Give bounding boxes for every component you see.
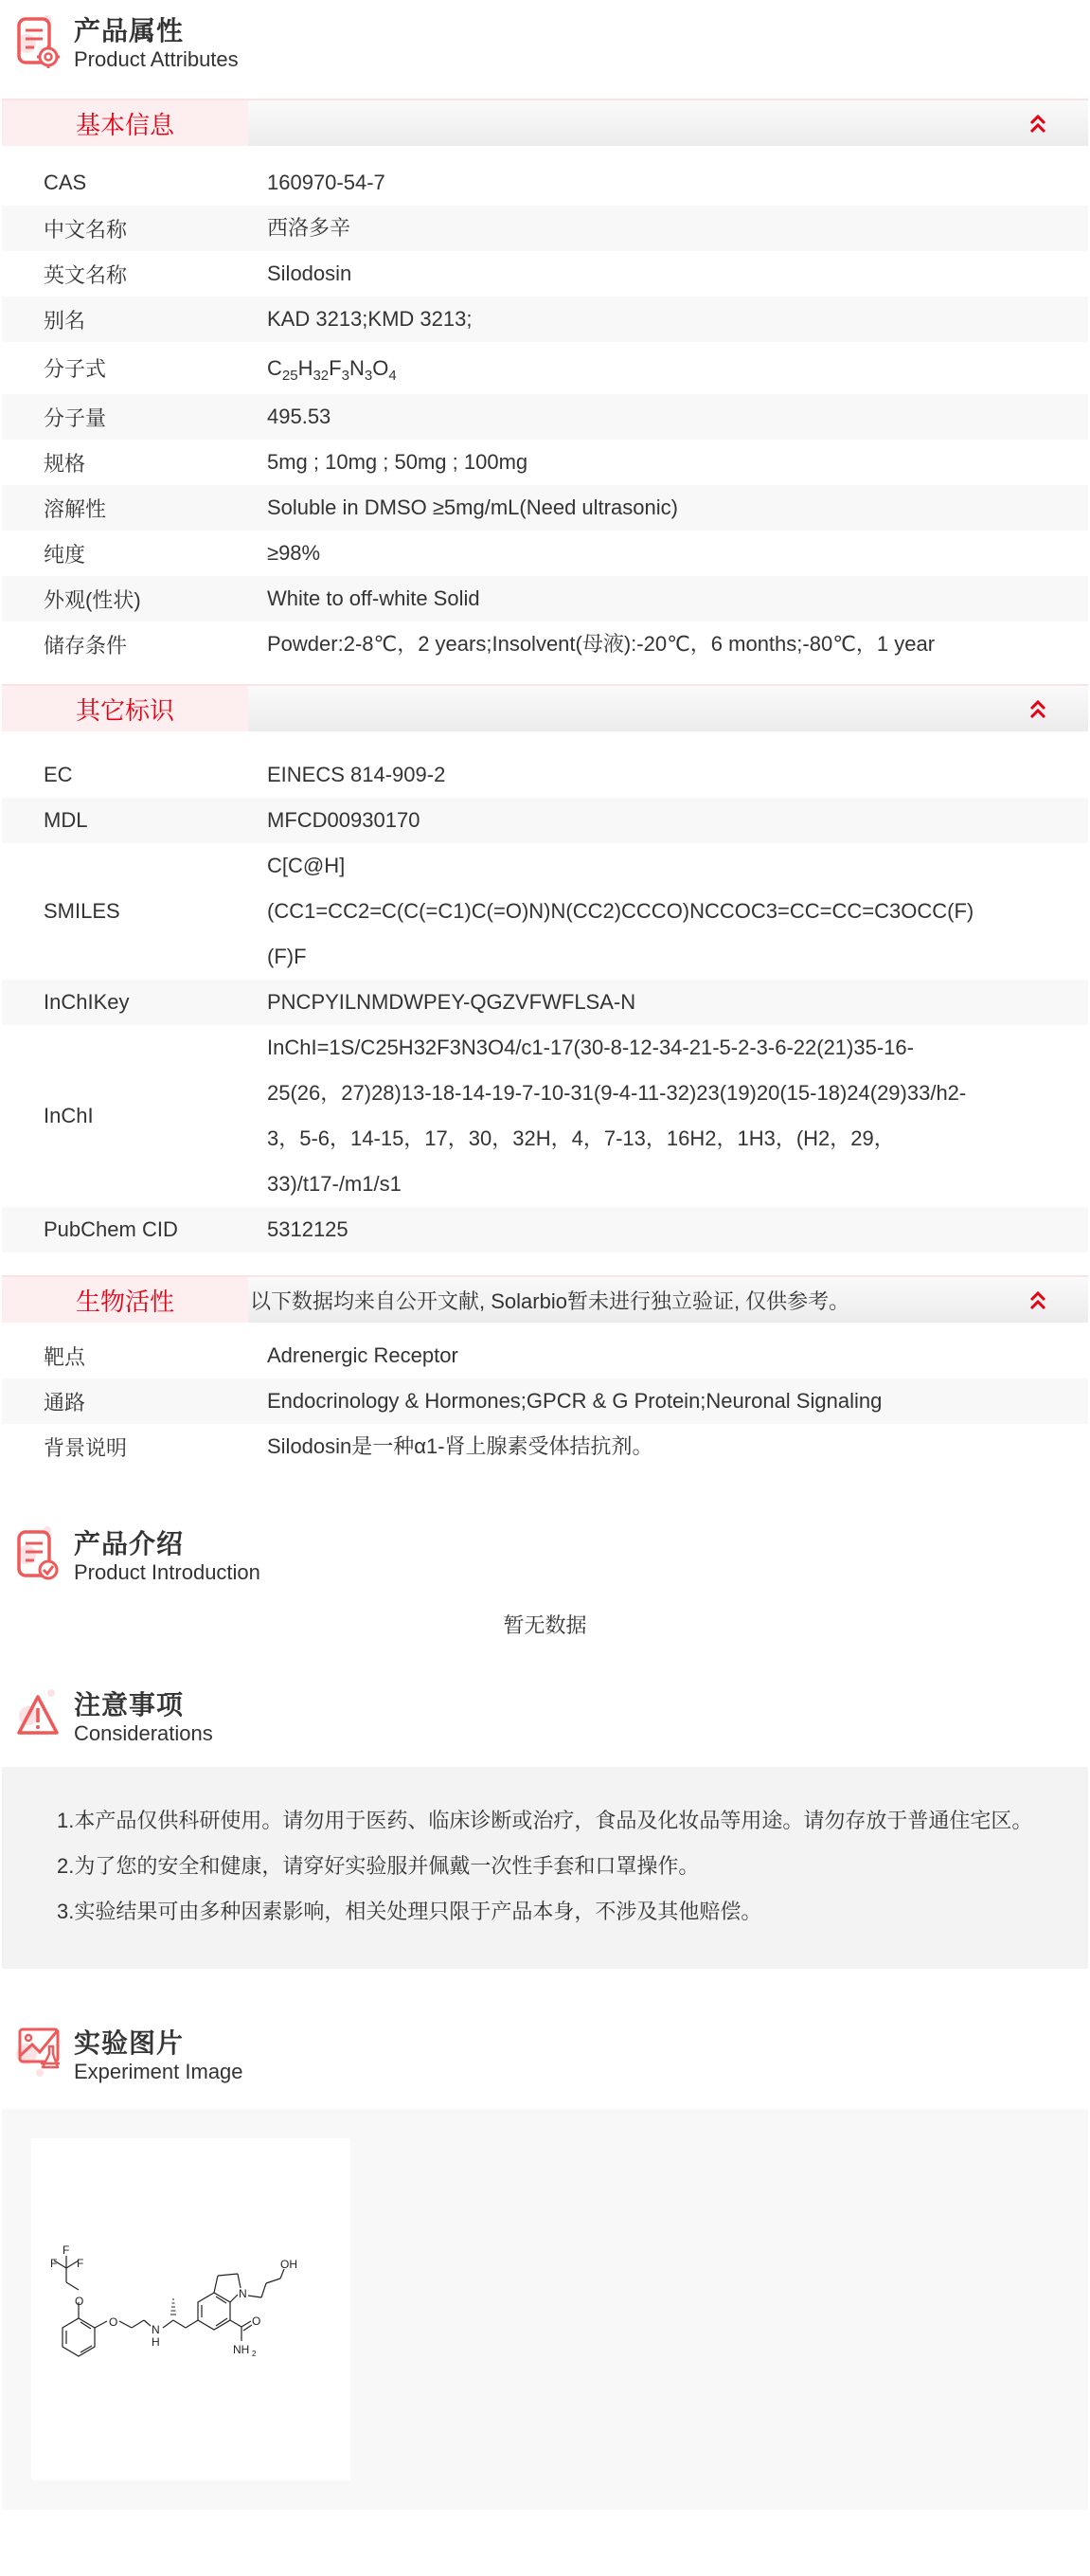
molecular-formula: $C_{25}H_{32}F_3N_3O_4$ — [267, 355, 397, 384]
row-chinese-name — [2, 206, 1088, 251]
row-mdl — [2, 798, 1088, 843]
basic-info-tab: 基本信息 — [2, 100, 248, 146]
atom-label: O — [109, 2315, 118, 2329]
row-label: 储存条件 — [44, 633, 128, 658]
row-label: 中文名称 — [44, 217, 128, 242]
row-value: Soluble in DMSO ≥5mg/mL(Need ultrasonic) — [267, 495, 678, 519]
double-chevron-up-icon[interactable] — [1026, 1288, 1050, 1313]
row-appearance — [2, 576, 1088, 621]
inchi-line: InChI=1S/C25H32F3N3O4/c1-17(30-8-12-34-21-5-2-3-6-22(21)35-16- — [267, 1036, 914, 1059]
row-spec — [2, 440, 1088, 485]
row-label: 通路 — [44, 1390, 86, 1414]
row-background — [2, 1424, 1088, 1469]
row-value: Powder:2-8℃，2 years;Insolvent(母液):-20℃，6 months;-80℃，1 year — [267, 632, 936, 656]
product-attributes-title — [2, 13, 1088, 80]
row-value — [267, 1025, 1088, 1207]
row-label: 分子量 — [44, 405, 107, 430]
row-target — [2, 1333, 1088, 1378]
row-label: 背景说明 — [44, 1435, 128, 1460]
experiment-image-gallery — [2, 2109, 1088, 2510]
atom-label: 2 — [252, 2350, 257, 2358]
other-ids-header[interactable] — [2, 684, 1088, 731]
row-label: InChI — [44, 1104, 94, 1127]
section-title-zh: 注意事项 — [74, 1690, 185, 1720]
row-label: 规格 — [44, 451, 86, 476]
row-cas — [2, 160, 1088, 206]
atom-label: F — [77, 2257, 84, 2270]
document-check-icon — [15, 1526, 64, 1583]
atom-label: N — [239, 2287, 247, 2300]
row-value: ≥98% — [267, 541, 321, 565]
row-ec — [2, 752, 1088, 798]
row-mol-weight — [2, 394, 1088, 440]
consideration-item: 3.实验结果可由多种因素影响，相关处理只限于产品本身，不涉及其他赔偿。 — [57, 1900, 762, 1923]
row-pubchem-cid — [2, 1207, 1088, 1252]
row-value: 5mg ; 10mg ; 50mg ; 100mg — [267, 450, 528, 474]
double-chevron-up-icon[interactable] — [1026, 697, 1050, 722]
row-label: 纯度 — [44, 542, 86, 567]
row-value: Silodosin是一种α1-肾上腺素受体拮抗剂。 — [267, 1434, 653, 1458]
row-label: SMILES — [44, 899, 120, 923]
row-label: 溶解性 — [44, 496, 107, 521]
row-value: Silodosin — [267, 261, 352, 285]
document-gear-icon — [15, 13, 64, 70]
row-label: 英文名称 — [44, 262, 128, 287]
row-inchikey — [2, 980, 1088, 1025]
row-value: 5312125 — [267, 1217, 348, 1241]
experiment-image-title — [2, 2026, 1088, 2092]
basic-info-header[interactable] — [2, 99, 1088, 146]
image-flask-icon — [15, 2026, 64, 2082]
section-title-en: Considerations — [74, 1721, 213, 1745]
row-value: White to off-white Solid — [267, 586, 480, 610]
atom-label: NH — [233, 2343, 250, 2356]
atom-label: H — [152, 2335, 160, 2349]
bio-activity-header[interactable] — [2, 1275, 1088, 1323]
atom-label: OH — [280, 2258, 297, 2271]
double-chevron-up-icon[interactable] — [1026, 112, 1050, 136]
row-label: 别名 — [44, 308, 86, 333]
section-title-zh: 产品属性 — [74, 16, 185, 45]
atom-label: F — [50, 2257, 58, 2270]
row-value: PNCPYILNMDWPEY-QGZVFWFLSA-N — [267, 990, 636, 1014]
page — [2, 13, 1088, 2510]
row-label: EC — [44, 763, 73, 786]
row-label: 外观(性状) — [44, 587, 141, 612]
row-label: 分子式 — [44, 357, 107, 381]
atom-label: O — [252, 2315, 261, 2328]
consideration-item: 1.本产品仅供科研使用。请勿用于医药、临床诊断或治疗，食品及化妆品等用途。请勿存放于普通住宅区。 — [57, 1809, 1033, 1832]
inchi-line: 25(26，27)28)13-18-14-19-7-10-31(9-4-11-32)23(19)20(15-18)24(29)33/h2- — [267, 1081, 967, 1105]
other-ids-tab: 其它标识 — [2, 686, 248, 731]
inchi-line: 3，5-6，14-15，17，30，32H，4，7-13，16H2，1H3，(H2，29， — [267, 1126, 895, 1150]
no-data-text: 暂无数据 — [503, 1613, 587, 1637]
atom-label: O — [75, 2295, 84, 2308]
row-solubility — [2, 485, 1088, 531]
row-label: PubChem CID — [44, 1217, 178, 1241]
section-title-en: Experiment Image — [74, 2060, 243, 2083]
basic-info-table — [2, 146, 1088, 667]
smiles-line: (CC1=CC2=C(C(=C1)C(=O)N)N(CC2)CCCO)NCCOC3=CC=CC=C3OCC(F) — [267, 899, 974, 923]
silodosin-structure-diagram — [31, 2138, 350, 2480]
row-label: 靶点 — [44, 1344, 86, 1369]
structure-image[interactable] — [31, 2138, 350, 2480]
row-value: Endocrinology & Hormones;GPCR & G Protein;Neuronal Signaling — [267, 1389, 883, 1413]
row-english-name — [2, 251, 1088, 297]
row-value: 495.53 — [267, 405, 331, 428]
row-purity — [2, 531, 1088, 576]
section-title-zh: 实验图片 — [74, 2028, 185, 2058]
considerations-title — [2, 1687, 1088, 1754]
row-value: MFCD00930170 — [267, 808, 420, 832]
row-value: 西洛多辛 — [267, 216, 351, 240]
bio-activity-table — [2, 1323, 1088, 1469]
warning-triangle-icon — [15, 1687, 64, 1744]
smiles-line: C[C@H] — [267, 854, 346, 877]
row-label: MDL — [44, 808, 88, 832]
row-label: InChIKey — [44, 990, 130, 1014]
bio-activity-disclaimer: 以下数据均来自公开文献, Solarbio暂未进行独立验证, 仅供参考。 — [250, 1288, 850, 1313]
row-alias — [2, 297, 1088, 342]
row-value: 160970-54-7 — [267, 171, 385, 194]
other-ids-table — [2, 731, 1088, 1252]
section-title-zh: 产品介绍 — [74, 1529, 185, 1558]
atom-label: F — [63, 2243, 70, 2257]
row-inchi — [2, 1025, 1088, 1207]
section-title-en: Product Attributes — [74, 47, 239, 71]
row-storage — [2, 621, 1088, 667]
row-value: KAD 3213;KMD 3213; — [267, 307, 473, 331]
bio-activity-tab: 生物活性 — [2, 1277, 248, 1323]
section-title-en: Product Introduction — [74, 1560, 260, 1584]
row-pathway — [2, 1378, 1088, 1424]
considerations-box — [2, 1767, 1088, 1969]
row-formula — [2, 342, 1088, 394]
atom-label: N — [152, 2323, 160, 2336]
row-value — [267, 843, 1088, 980]
row-smiles — [2, 843, 1088, 980]
row-value: EINECS 814-909-2 — [267, 763, 446, 786]
product-intro-title — [2, 1526, 1088, 1593]
row-value: Adrenergic Receptor — [267, 1343, 458, 1367]
inchi-line: 33)/t17-/m1/s1 — [267, 1172, 402, 1196]
consideration-item: 2.为了您的安全和健康，请穿好实验服并佩戴一次性手套和口罩操作。 — [57, 1854, 700, 1878]
row-label: CAS — [44, 171, 87, 194]
smiles-line: (F)F — [267, 945, 307, 968]
